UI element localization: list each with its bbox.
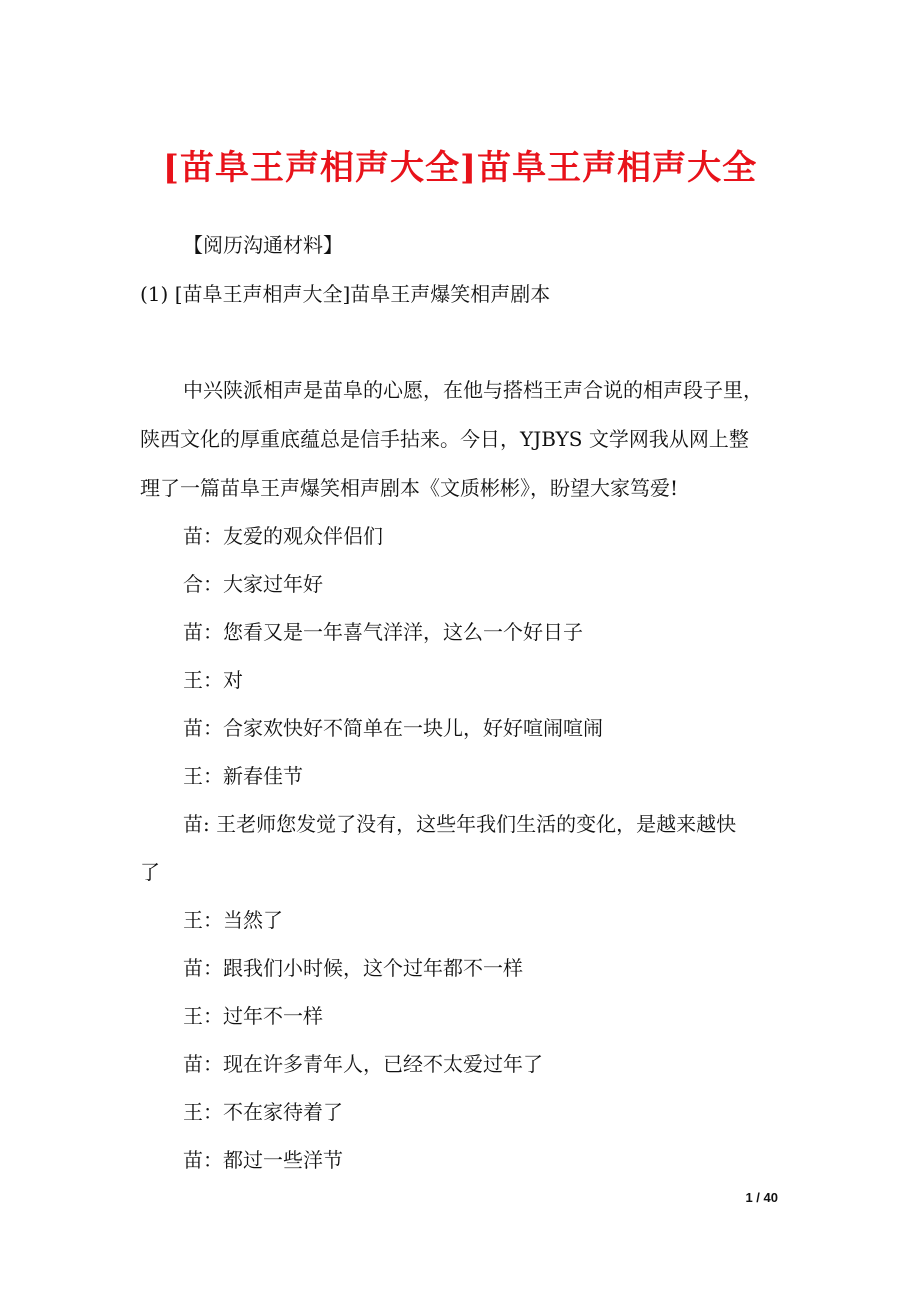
source-label: 【阅历沟通材料】 <box>183 233 343 257</box>
dialogue-line: 合：大家过年好 <box>183 572 323 596</box>
dialogue-line-continuation: 了 <box>140 860 160 884</box>
intro-line-1: 中兴陕派相声是苗阜的心愿，在他与搭档王声合说的相声段子里， <box>183 378 763 402</box>
page-indicator: 1 / 40 <box>745 1190 778 1205</box>
dialogue-line: 苗：您看又是一年喜气洋洋，这么一个好日子 <box>183 620 583 644</box>
document-title: [苗阜王声相声大全]苗阜王声相声大全 <box>162 148 758 188</box>
intro-line-2: 陕西文化的厚重底蕴总是信手拈来。今日，YJBYS 文学网我从网上整 <box>140 427 749 451</box>
dialogue-line: 苗：跟我们小时候，这个过年都不一样 <box>183 956 523 980</box>
section-heading: (1) [苗阜王声相声大全]苗阜王声爆笑相声剧本 <box>140 282 551 306</box>
dialogue-line: 王：新春佳节 <box>183 764 303 788</box>
dialogue-line: 王：不在家待着了 <box>183 1100 343 1124</box>
dialogue-line: 苗：都过一些洋节 <box>183 1148 343 1172</box>
dialogue-line: 苗：友爱的观众伴侣们 <box>183 524 383 548</box>
intro-line-3: 理了一篇苗阜王声爆笑相声剧本《文质彬彬》，盼望大家笃爱! <box>140 476 679 500</box>
dialogue-line: 王：过年不一样 <box>183 1004 323 1028</box>
dialogue-line: 苗：现在许多青年人，已经不太爱过年了 <box>183 1052 543 1076</box>
dialogue-line: 苗：合家欢快好不简单在一块儿，好好喧闹喧闹 <box>183 716 603 740</box>
dialogue-line: 王：当然了 <box>183 908 283 932</box>
dialogue-line: 苗: 王老师您发觉了没有，这些年我们生活的变化，是越来越快 <box>183 812 737 836</box>
dialogue-line: 王：对 <box>183 668 243 692</box>
